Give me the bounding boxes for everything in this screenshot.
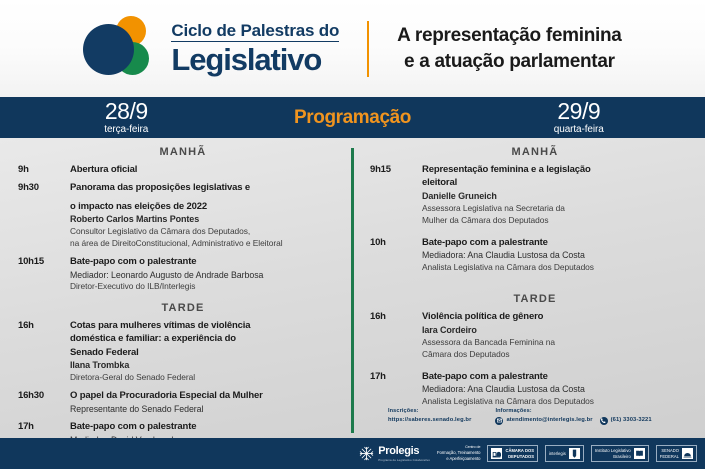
speaker-role-line: Consultor Legislativo da Câmara dos Deputados, [70, 226, 251, 237]
speaker-role-line: na área de DireitoConstitucional, Administrativo e Eleitoral [70, 238, 283, 249]
email-address[interactable]: atendimento@interlegis.leg.br [506, 417, 593, 423]
day1-session-10h15 [18, 255, 348, 293]
session-title: Cotas para mulheres vítimas de violência [70, 319, 251, 331]
ilb-line-2: Brasileiro [613, 453, 631, 459]
speaker-name: Ilana Trombka [70, 360, 130, 371]
session-time: 17h [18, 421, 34, 433]
mediator-role-line: Analista Legislativa na Câmara dos Deputados [422, 261, 594, 272]
session-time: 9h [18, 164, 29, 175]
schedule-body [0, 138, 705, 438]
day2-date: 29/9 [557, 98, 601, 124]
speaker-role-line: Assessora da Bancada Feminina na [422, 336, 555, 347]
header-banner [0, 0, 705, 97]
speaker-name: Roberto Carlos Martins Pontes [70, 214, 200, 225]
day1-date: 28/9 [104, 98, 148, 124]
centro-formacao-logo [437, 445, 480, 462]
senado-federal-logo [656, 445, 697, 462]
mediator-role-line: Diretor-Executivo do ILB/Interlegis [70, 281, 196, 292]
mediator-name: Mediador: Leonardo Augusto de Andrade Barbosa [70, 269, 264, 280]
speaker-name: Danielle Gruneich [422, 190, 497, 201]
speaker-role-line: Diretora-Geral do Senado Federal [70, 372, 196, 383]
column-divider [351, 148, 354, 433]
speaker-role-line: Representante do Senado Federal [70, 403, 204, 414]
camara-line-2: DEPUTADOS [508, 453, 534, 459]
session-time: 10h15 [18, 256, 44, 268]
inscricoes-label: Inscrições: [388, 408, 419, 414]
brand-line-2: Legislativo [171, 42, 322, 77]
day1-schedule-column [18, 138, 348, 469]
camara-building-icon [491, 448, 502, 459]
contact-info [388, 408, 652, 425]
event-title-line-2: e a atuação parlamentar [404, 50, 615, 72]
camara-dos-deputados-logo [487, 445, 538, 462]
day1-afternoon-label: TARDE [161, 301, 205, 314]
prolegis-logo [359, 446, 430, 462]
session-title: Violência política de gênero [422, 311, 544, 323]
senado-line-1: SENADO [661, 448, 679, 454]
ilb-book-icon [634, 448, 645, 459]
day2-session-16h [370, 310, 700, 360]
day2-weekday: quarta-feira [553, 124, 604, 135]
centro-line-1: Centro de [465, 444, 481, 449]
ciclo-palestras-logo-mark [83, 14, 157, 84]
mediator-role-line: Analista Legislativa na Câmara dos Deputados [422, 395, 594, 406]
ilb-line-1: Instituto Legislativo [594, 448, 631, 454]
banner-divider [367, 21, 369, 77]
day2-session-10h [370, 236, 700, 274]
senado-line-2: FEDERAL [659, 453, 679, 459]
centro-line-2: Formação, Treinamento [437, 450, 481, 455]
session-title: O papel da Procuradoria Especial da Mulher [70, 390, 263, 402]
prolegis-tagline: Programa de Legislativo Colaborativo [378, 457, 431, 462]
day2-session-9h15 [370, 163, 700, 227]
logo-navy-circle-icon [83, 24, 134, 75]
mediator-name: Mediadora: Ana Claudia Lustosa da Costa [422, 384, 585, 395]
session-title: Panorama das proposições legislativas e [70, 182, 251, 194]
day2-morning-label: MANHÃ [511, 146, 559, 158]
date-bar [0, 97, 705, 138]
session-title-cont: eleitoral [422, 177, 458, 189]
instituto-legislativo-brasileiro-logo [591, 445, 649, 462]
centro-line-3: e Aperfeiçoamento [446, 456, 481, 462]
mediator-name: Mediadora: Ana Claudia Lustosa da Costa [422, 250, 585, 261]
speaker-role-line: Mulher da Câmara dos Deputados [422, 214, 549, 225]
session-time: 9h30 [18, 182, 39, 194]
session-time: 9h15 [370, 164, 391, 175]
session-time: 16h [18, 319, 34, 331]
session-time: 16h [370, 311, 386, 323]
partner-logo-strip [0, 438, 705, 469]
session-title: Bate-papo com a palestrante [422, 370, 548, 382]
day2-schedule-column [370, 138, 700, 412]
day1-weekday: terça-feira [104, 124, 149, 135]
informacoes-block [495, 408, 651, 425]
email-icon [495, 417, 503, 425]
session-title: Bate-papo com o palestrante [70, 256, 197, 268]
event-title-line-1: A representação feminina [397, 25, 622, 47]
day2-session-17h [370, 370, 700, 408]
session-title-cont: doméstica e familiar: a experiência do [70, 333, 236, 345]
session-time: 16h30 [18, 390, 44, 402]
session-title: Representação feminina e a legislação [422, 164, 591, 175]
day1-session-9h30 [18, 181, 348, 250]
session-title-cont: o impacto nas eleições de 2022 [70, 200, 208, 212]
session-title-cont: Senado Federal [70, 346, 139, 358]
session-title: Bate-papo com a palestrante [422, 236, 548, 248]
brand-line-1: Ciclo de Palestras do [171, 21, 340, 40]
day1-session-9h [18, 163, 348, 176]
day2-afternoon-label: TARDE [513, 293, 557, 306]
day1-session-16h [18, 319, 348, 384]
speaker-role-line: Câmara dos Deputados [422, 348, 510, 359]
senado-dome-icon [682, 448, 693, 459]
programacao-label: Programação [293, 106, 412, 128]
snowflake-icon [359, 446, 374, 461]
inscricoes-block [388, 408, 471, 424]
prolegis-name: Prolegis [378, 444, 420, 457]
informacoes-label: Informações: [495, 408, 532, 414]
day1-morning-label: MANHÃ [159, 146, 207, 158]
brand-wordmark [171, 22, 339, 75]
phone-number[interactable]: (61) 3303-3221 [610, 417, 652, 423]
interlegis-logo [545, 445, 584, 462]
session-title: Abertura oficial [70, 164, 138, 175]
session-time: 17h [370, 370, 386, 382]
interlegis-symbol-icon [569, 448, 580, 459]
session-title: Bate-papo com o palestrante [70, 421, 197, 433]
interlegis-name: interlegis [549, 450, 566, 456]
inscricoes-url[interactable]: https://saberes.senado.leg.br [388, 416, 472, 423]
phone-icon [600, 417, 608, 425]
day1-session-16h30 [18, 389, 348, 415]
session-time: 10h [370, 236, 386, 248]
speaker-name: Iara Cordeiro [422, 324, 477, 335]
camara-line-1: CÂMARA DOS [505, 448, 534, 454]
day2-date-block [453, 100, 705, 135]
event-title [397, 23, 621, 74]
day1-date-block [0, 100, 253, 135]
speaker-role-line: Assessora Legislativa na Secretaria da [422, 202, 565, 213]
